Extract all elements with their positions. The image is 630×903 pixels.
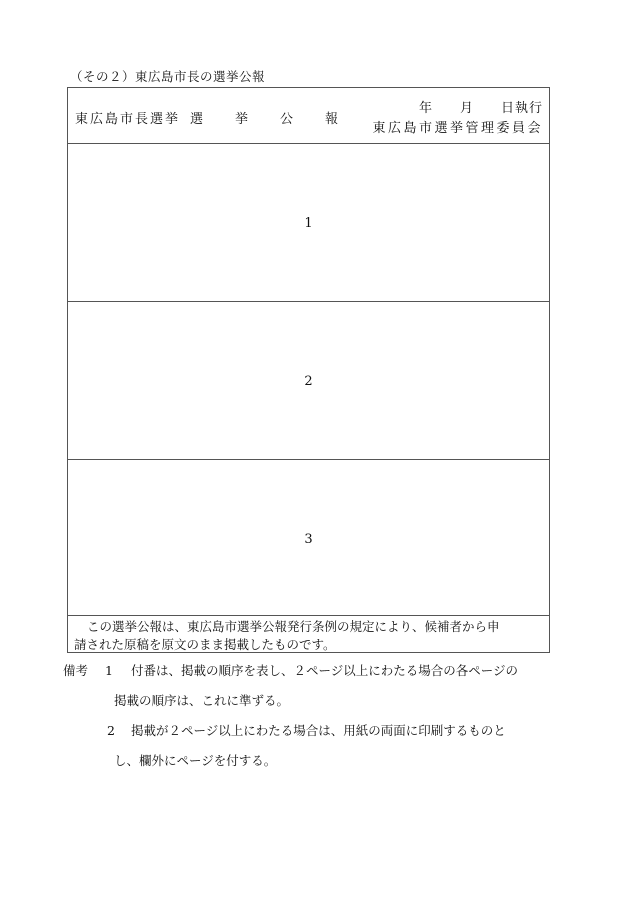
header-title — [75, 108, 370, 127]
election-date — [419, 97, 543, 116]
document-caption: （その２）東広島市長の選挙公報 — [70, 69, 266, 84]
remark-text: し、欄外にページを付する。 — [114, 753, 277, 768]
candidate-slot — [68, 460, 549, 616]
candidate-slot — [68, 302, 549, 460]
remarks-section — [63, 656, 563, 776]
candidate-slot — [68, 144, 549, 302]
remark-text: 掲載が２ページ以上にわたる場合は、用紙の両面に印刷するものと — [131, 723, 506, 738]
header-title-left: 東広島市長選挙 — [75, 112, 181, 127]
remark-text: 掲載の順序は、これに準ずる。 — [114, 693, 290, 708]
slot-number: 3 — [304, 532, 313, 547]
issuer: 東広島市選挙管理委員会 — [372, 121, 543, 136]
remark-text: 付番は、掲載の順序を表し、２ページ以上にわたる場合の各ページの — [131, 663, 519, 678]
remarks-label: 備考 — [63, 663, 89, 678]
bulletin-note — [68, 616, 549, 654]
note-line: 請された原稿を原文のまま掲載したものです。 — [74, 637, 336, 652]
remark-number: 1 — [105, 663, 113, 678]
election-bulletin-form — [67, 87, 550, 653]
remark-number: 2 — [107, 723, 115, 738]
note-line: この選挙公報は、東広島市選挙公報発行条例の規定により、候補者から申 — [87, 619, 500, 634]
slot-number: 2 — [304, 374, 313, 389]
date-day: 日執行 — [500, 101, 543, 116]
date-month: 月 — [459, 101, 474, 116]
date-year: 年 — [418, 101, 433, 116]
slot-number: 1 — [304, 216, 313, 231]
header-title-right: 選挙公報 — [190, 112, 371, 127]
form-header — [68, 88, 549, 144]
